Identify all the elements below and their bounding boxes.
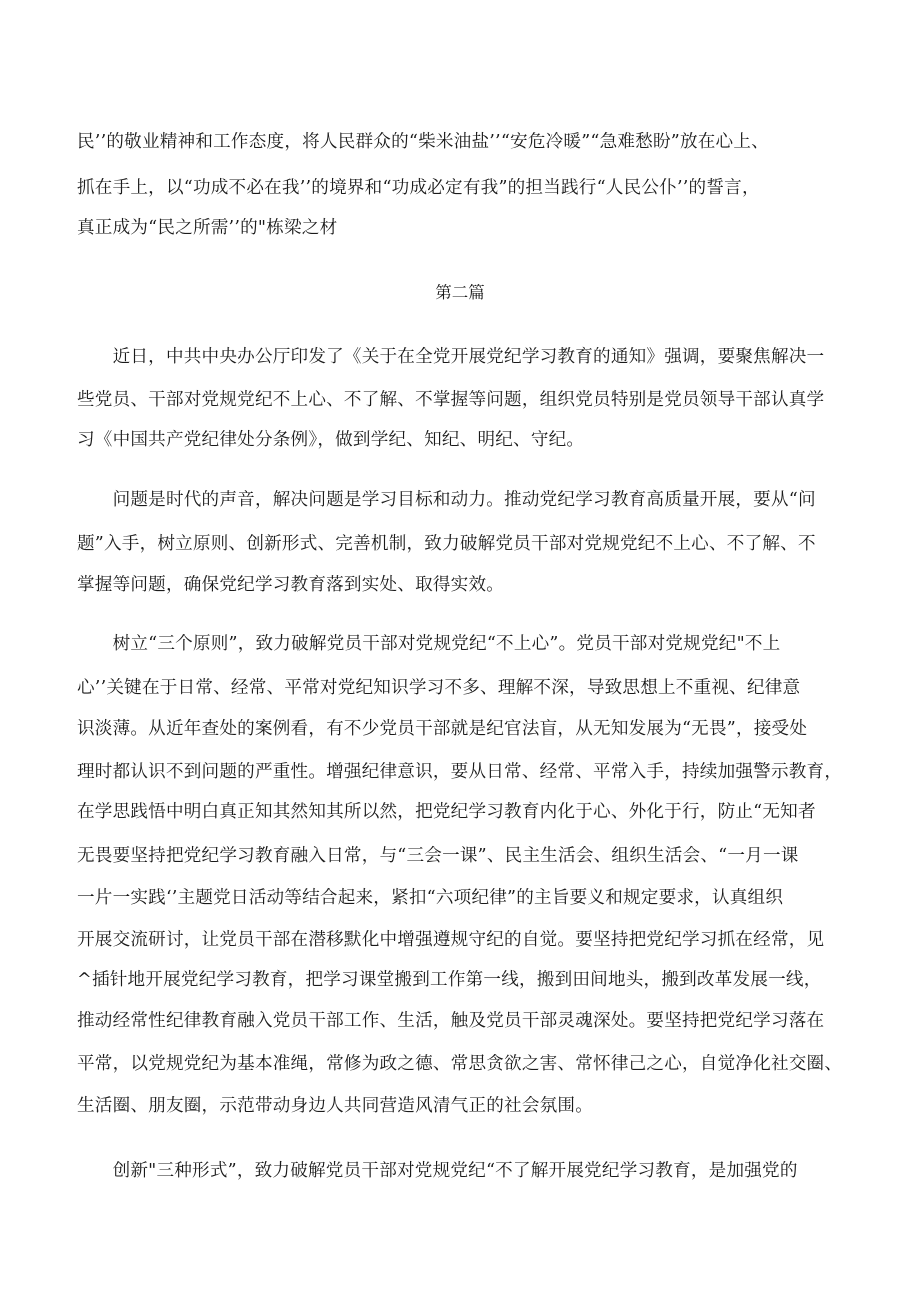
text-line: 创新"三种形式”，致力破解党员干部对党规党纪“不了解开展党纪学习教育，是加强党的 [77, 1161, 798, 1181]
text-line: 些党员、干部对党规党纪不上心、不了解、不掌握等问题，组织党员特别是党员领导干部认真学 [77, 390, 825, 410]
text-line: 题”入手，树立原则、创新形式、完善机制，致力破解党员干部对党规党纪不上心、不了解、不 [77, 534, 816, 554]
text-line: 识淡薄。从近年查处的案例看，有不少党员干部就是纪官法盲，从无知发展为“无畏”，接受处 [77, 719, 808, 739]
text-line: 问题是时代的声音，解决问题是学习目标和动力。推动党纪学习教育高质量开展，要从“问 [77, 490, 816, 510]
text-line: ^插针地开展党纪学习教育，把学习课堂搬到工作第一线，搬到田间地头，搬到改革发展一线， [77, 970, 822, 990]
text-line: 抓在手上，以“功成不必在我’’的境界和“功成必定有我”的担当践行“人民公仆’’的誓言， [77, 178, 760, 198]
section-title: 第二篇 [435, 283, 485, 302]
text-line: 生活圈、朋友圈，示范带动身边人共同营造风清气正的社会氛围。 [77, 1096, 594, 1116]
text-line: 理时都认识不到问题的严重性。增强纪律意识，要从日常、经常、平常入手，持续加强警示教育， [77, 762, 843, 782]
text-line: 掌握等问题，确保党纪学习教育落到实处、取得实效。 [77, 575, 505, 595]
text-line: 在学思践悟中明白真正知其然知其所以然，把党纪学习教育内化于心、外化于行，防止“无知者 [77, 802, 816, 822]
text-line: 树立“三个原则”，致力破解党员干部对党规党纪“不上心”。党员干部对党规党纪"不上 [77, 634, 781, 654]
text-line: 无畏要坚持把党纪学习教育融入日常，与“三会一课”、民主生活会、组织生活会、“一月一课 [77, 846, 799, 866]
text-line: 民’’的敬业精神和工作态度，将人民群众的“柴米油盐’’“安危冷暖”“急难愁盼”放在心上、 [77, 132, 769, 152]
text-line: 平常，以党规党纪为基本准绳，常修为政之德、常思贪欲之害、常怀律己之心，自觉净化社交圈、 [77, 1054, 843, 1074]
text-line: 推动经常性纪律教育融入党员干部工作、生活，触及党员干部灵魂深处。要坚持把党纪学习落在 [77, 1011, 825, 1031]
text-line: 开展交流研讨，让党员干部在潜移默化中增强遵规守纪的自觉。要坚持把党纪学习抓在经常，见 [77, 930, 825, 950]
text-line: 心’’关键在于日常、经常、平常对党纪知识学习不多、理解不深，导致思想上不重视、纪律意 [77, 678, 801, 698]
text-line: 真正成为“民之所需’’的"栋梁之材 [77, 218, 338, 238]
text-line: 近日，中共中央办公厅印发了《关于在全党开展党纪学习教育的通知》强调，要聚焦解决一 [77, 347, 825, 367]
text-line: 习《中国共产党纪律处分条例》，做到学纪、知纪、明纪、守纪。 [77, 430, 585, 450]
text-line: 一片一实践‘’主题党日活动等结合起来，紧扣“六项纪律”的主旨要义和规定要求，认真组织 [77, 888, 784, 908]
